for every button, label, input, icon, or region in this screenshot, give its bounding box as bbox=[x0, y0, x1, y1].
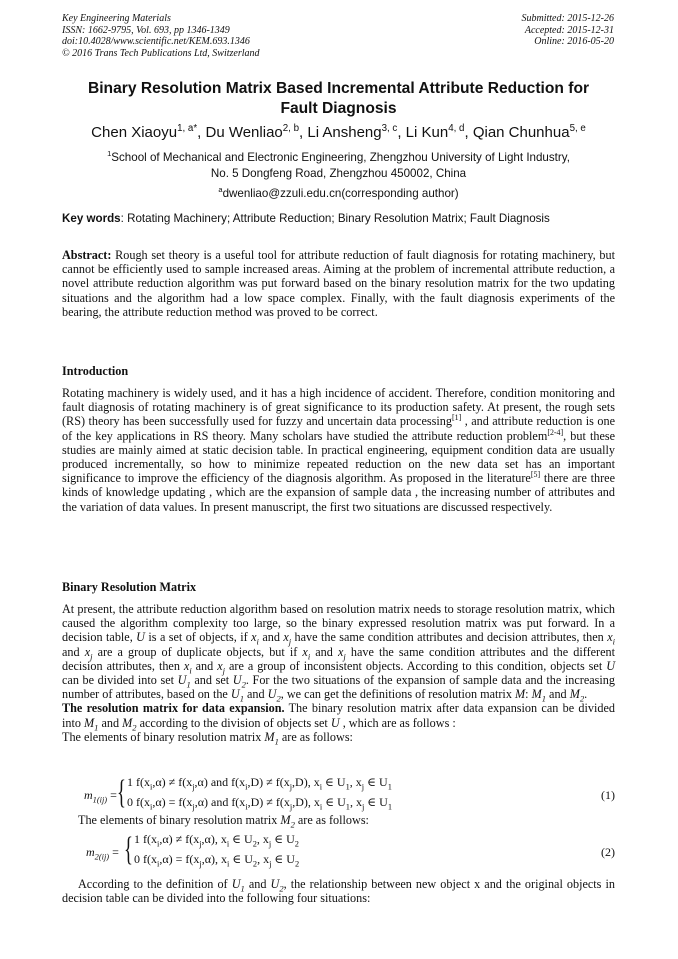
brm-text-2: The elements of binary resolution matrix $M_2$ are as follows: bbox=[78, 813, 369, 830]
journal-name: Key Engineering Materials bbox=[62, 13, 171, 24]
keywords: Key words: Rotating Machinery; Attribute Reduction; Binary Resolution Matrix; Fault Diagnosis bbox=[62, 212, 550, 225]
affiliation: $^1$School of Mechanical and Electronic Engineering, Zhengzhou University of Light Industry, No. 5 Dongfeng Road, Zhengzhou 450002, China bbox=[107, 149, 570, 180]
paper-title: Binary Resolution Matrix Based Incremental Attribute Reduction for Fault Diagnosis bbox=[87, 80, 590, 117]
brace-symbol: { bbox=[124, 831, 133, 868]
journal-info bbox=[62, 13, 260, 59]
equation-1: $m_{1(ij)}$ = { 1 $f(x_i,\alpha) \ne f(x_j,\alpha)$ and $f(x_i,D) \ne f(x_j,D)$, $x_i$ ∈ $U_1$, $x_j$ ∈ $U_1$ 0 $f(x_i,\alpha) = f(x_j,\alpha)$ and $f(x_i,D) \ne f(x_j,D)$, $x_i$ ∈ $U_1$, $x_j$ ∈ $U_1$ (1) bbox=[84, 774, 615, 812]
submitted-date: Submitted: 2015-12-26 bbox=[521, 13, 614, 24]
keywords-label: Key words bbox=[62, 212, 121, 225]
issn: ISSN: 1662-9795, Vol. 693, pp 1346-1349 bbox=[62, 24, 230, 36]
brace-symbol: { bbox=[117, 774, 126, 811]
doi: doi:10.4028/www.scientific.net/KEM.693.1346 bbox=[62, 36, 250, 48]
equation-number: (2) bbox=[601, 845, 615, 859]
accepted-date: Accepted: 2015-12-31 bbox=[524, 24, 614, 36]
section-heading-brm: Binary Resolution Matrix bbox=[62, 580, 197, 594]
dates-info bbox=[522, 13, 615, 48]
subheading-data-expansion: The resolution matrix for data expansion. bbox=[62, 701, 285, 716]
abstract-label: Abstract: bbox=[62, 248, 112, 262]
introduction-text: Rotating machinery is widely used, and it has a high incidence of accident. Therefore, condition monitoring and fault diagnosis of rotating machinery is of great significance to its production safety. At present, the rough sets (RS) theory has been successfully used for fuzzy and uncertain data processing[1] , and attribute reduction is one of the key applications in RS theory. Many scholars have studied the attribute reduction problem[2-4], but these studies are mainly aimed at static decision table. In practical engineering, equipment condition data are usually produced incrementally, so how to minimize repeated reduction on the new data set has an important significance to improve the efficiency of the diagnosis algorithm. As proposed in the literature[5] there are three kinds of knowledge updating , which are the expansion of sample data , the increasing number of attributes and the variation of data values. In present manuscript, the first two situations are discussed respectively. bbox=[62, 386, 616, 514]
brm-text: At present, the attribute reduction algorithm based on resolution matrix needs to storage resolution matrix, which caused the algorithm complexity too large, so the binary expressed resolution matrix was put forward. In a decision table, U is a set of objects, if $x_i$ and $x_j$ have the same condition attributes and decision attributes, then $x_i$ and $x_j$ are a group of duplicate objects, but if $x_i$ and $x_j$ have the same condition attributes and the different decision attributes, then $x_i$ and $x_j$ are a group of inconsistent objects. According to this condition, objects set U can be divided into set $U_1$ and set $U_2$. For the two situations of the expansion of sample data and the increasing number of attributes, based on the $U_1$ and $U_2$, we can get the definitions of resolution matrix M: $M_1$ and $M_2$. The resolution matrix for data expansion. The binary resolution matrix after data expansion can be divided into $M_1$ and $M_2$ according to the division of objects set U , which are as follows : The elements of binary resolution matrix $M_1$ are as follows: bbox=[62, 602, 615, 747]
author-list: Chen Xiaoyu$^{1, a*}$, Du Wenliao$^{2, b}$, Li Ansheng$^{3, c}$, Li Kun$^{4, d}$, Qian Chunhua$^{5, e}$ bbox=[91, 123, 586, 141]
equation-2: $m_{2(ij)}$ = { 1 $f(x_i,\alpha) \ne f(x_j,\alpha)$, $x_i$ ∈ $U_2$, $x_j$ ∈ $U_2$ 0 $f(x_i,\alpha) = f(x_j,\alpha)$, $x_i$ ∈ $U_2$, $x_j$ ∈ $U_2$ (2) bbox=[86, 831, 615, 869]
section-heading-introduction: Introduction bbox=[62, 364, 129, 378]
online-date: Online: 2016-05-20 bbox=[534, 36, 614, 48]
corresponding-email: $^a$dwenliao@zzuli.edu.cn(corresponding author) bbox=[218, 185, 459, 200]
citation: [2-4] bbox=[547, 427, 564, 437]
citation: [1] bbox=[451, 413, 462, 423]
abstract: Abstract: Rough set theory is a useful tool for attribute reduction of fault diagnosis for rotating machinery, but cannot be efficiently used to sample increased areas. Aiming at the problem of incremental attribute reduction, a novel attribute reduction algorithm was put forward based on the binary resolution matrix for the two updating situations and the algorithm had a low space complex. Finally, with the fault diagnosis experiments of the bearing, the attribute reduction method was proved to be correct. bbox=[62, 248, 615, 319]
copyright: © 2016 Trans Tech Publications Ltd, Switzerland bbox=[62, 47, 260, 59]
brm-text-3: According to the definition of $U_1$ and $U_2$, the relationship between new object x and the original objects in decision table can be divided into the following four situations: bbox=[62, 877, 615, 906]
citation: [5] bbox=[530, 470, 541, 480]
equation-number: (1) bbox=[601, 788, 615, 802]
